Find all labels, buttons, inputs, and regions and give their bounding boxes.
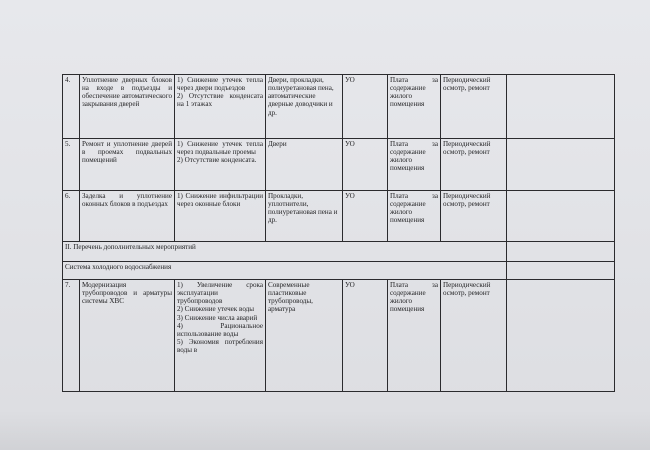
goal-item: 2) Отсутствие конденсата на 1 этажах (177, 92, 263, 109)
goal-item: 5) Экономия потребления воды в (177, 338, 263, 355)
measure-goal (175, 75, 266, 139)
empty-cell (507, 280, 615, 392)
responsible: УО (343, 75, 388, 139)
responsible: УО (343, 191, 388, 242)
goal-item: 3) Снижение числа аварий (177, 313, 258, 322)
responsible: УО (343, 280, 388, 392)
measure-materials: Прокладки, уплотнители, полиуретановая пена и др. (266, 191, 343, 242)
periodicity: Периодический осмотр, ремонт (441, 75, 507, 139)
measure-name: Модернизация трубопроводов и арматуры системы ХВС (80, 280, 175, 392)
measure-name: Ремонт и уплотнение дверей в проемах подвальных помещений (80, 139, 175, 191)
periodicity: Периодический осмотр, ремонт (441, 280, 507, 392)
funding-source: Плата за содержание жилого помещения (388, 75, 441, 139)
empty-cell (507, 75, 615, 139)
empty-cell (507, 242, 615, 262)
goal-item: 1) Увеличение срока эксплуатации трубопроводов (177, 281, 263, 306)
measure-goal (175, 139, 266, 191)
periodicity: Периодический осмотр, ремонт (441, 191, 507, 242)
subsection-row (63, 262, 615, 280)
table-row (63, 75, 615, 139)
periodicity: Периодический осмотр, ремонт (441, 139, 507, 191)
row-number: 6. (63, 191, 80, 242)
goal-item: 2) Снижение утечек воды (177, 305, 255, 314)
goal-item: 2) Отсутствие конденсата. (177, 156, 257, 165)
table-row (63, 139, 615, 191)
measure-name: Уплотнение дверных блоков на входе в подъезды и обеспечение автоматического закрывания дверей (80, 75, 175, 139)
goal-item: 1) Снижение утечек тепла через подвальные проемы (177, 140, 263, 157)
table-row (63, 191, 615, 242)
measure-materials: Современные пластиковые трубопроводы, арматура (266, 280, 343, 392)
measure-name: Заделка и уплотнение оконных блоков в подъездах (80, 191, 175, 242)
measures-table (62, 74, 615, 392)
measure-goal (175, 280, 266, 392)
row-number: 5. (63, 139, 80, 191)
funding-source: Плата за содержание жилого помещения (388, 191, 441, 242)
section-row (63, 242, 615, 262)
subsection-title: Система холодного водоснабжения (63, 262, 507, 280)
goal-item: 4) Рациональное использование воды (177, 321, 263, 338)
empty-cell (507, 262, 615, 280)
funding-source: Плата за содержание жилого помещения (388, 280, 441, 392)
row-number: 4. (63, 75, 80, 139)
measure-goal (175, 191, 266, 242)
section-title: II. Перечень дополнительных мероприятий (63, 242, 507, 262)
empty-cell (507, 191, 615, 242)
row-number: 7. (63, 280, 80, 392)
measure-materials: Двери (266, 139, 343, 191)
funding-source: Плата за содержание жилого помещения (388, 139, 441, 191)
table-row (63, 280, 615, 392)
goal-item: 1) Снижение утечек тепла через двери подъездов (177, 76, 263, 93)
measure-materials: Двери, прокладки, полиуретановая пена, автоматические дверные доводчики и др. (266, 75, 343, 139)
goal-item: 1) Снижение инфильтрации через оконные блоки (177, 192, 263, 209)
empty-cell (507, 139, 615, 191)
responsible: УО (343, 139, 388, 191)
